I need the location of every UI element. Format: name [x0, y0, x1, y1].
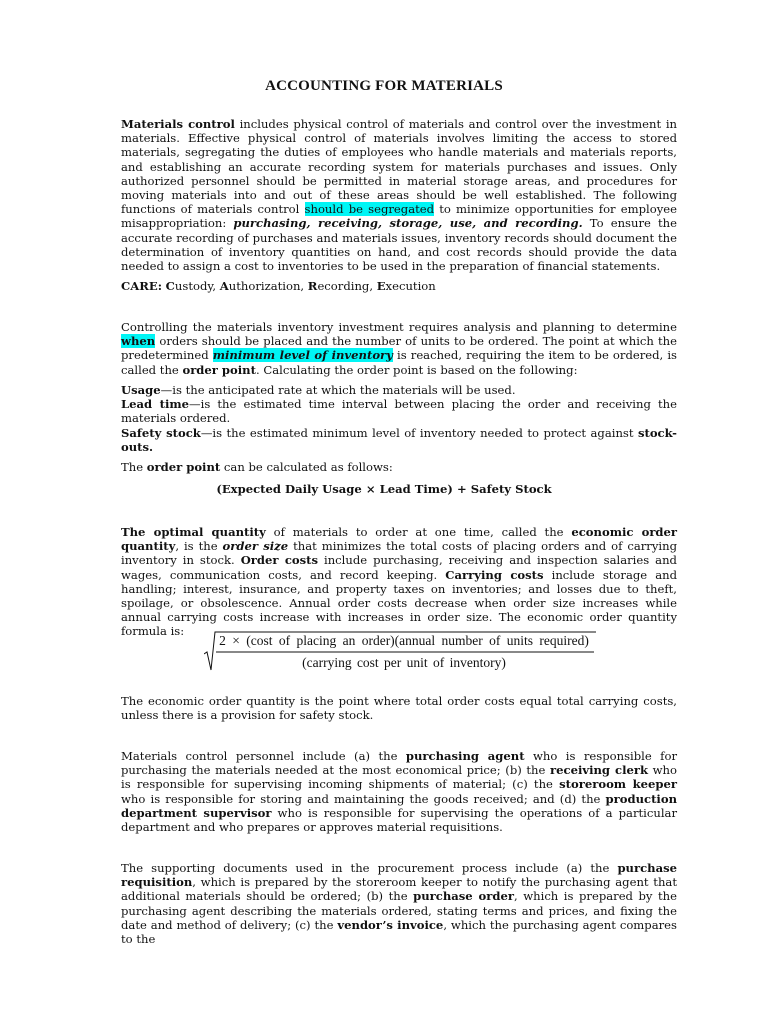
- eoq-numerator: 2 × (cost of placing an order)(annual number of units required): [219, 633, 589, 648]
- paragraph-eoq-point: The economic order quantity is the point where total order costs equal total carrying costs, unless there is a provision for safety stock.: [121, 694, 677, 723]
- highlight-should-be-segregated: should be segregated: [304, 202, 435, 217]
- highlight-when: when: [121, 334, 156, 349]
- order-point-intro: The order point can be calculated as follows:: [121, 460, 393, 474]
- functions-list: purchasing, receiving, storage, use, and recording.: [233, 216, 583, 231]
- paragraph-supporting-documents: The supporting documents used in the procurement process include (a) the purchase requisition, which is prepared by the storeroom keeper to notify the purchasing agent that additional materials should be ordered; (b) the purchase order, which is prepared by the purchasing agent describing the materials ordered, stating terms and prices, and fixing the date and method of delivery; (c) the vendor’s invoice, which the purchasing agent compares to the: [121, 861, 677, 947]
- highlight-minimum-level: minimum level of inventory: [212, 348, 393, 363]
- definitions-list: [121, 383, 677, 454]
- care-line: CARE: Custody, Authorization, Recording, Execution: [121, 279, 436, 293]
- paragraph-order-point: Controlling the materials inventory investment requires analysis and planning to determine when orders should be placed and the number of units to be ordered. The point at which the predetermined minimum level of inventory is reached, requiring the item to be ordered, is called the order point. Calculating the order point is based on the following:: [121, 320, 678, 377]
- document-title: ACCOUNTING FOR MATERIALS: [265, 78, 503, 94]
- term-materials-control: Materials control: [121, 117, 235, 131]
- definition-usage: Usage—is the anticipated rate at which the materials will be used.: [121, 383, 516, 397]
- eoq-denominator: (carrying cost per unit of inventory): [302, 655, 506, 670]
- paragraph-materials-control: Materials control includes physical control of materials and control over the investment in materials. Effective physical control of materials involves limiting the access to stored materials, segregating the duties of employees who handle materials and materials reports, and establishing an accurate recording system for materials purchases and issues. Only authorized personnel should be permitted in material storage areas, and procedures for moving materials into and out of these areas should be well established. The following functions of materials control should be segregated to minimize opportunities for employee misappropriation: purchasing, receiving, storage, use, and recording. To ensure the accurate recording of purchases and materials issues, inventory records should document the determination of inventory quantities on hand, and cost records should provide the data needed to assign a cost to inventories to be used in the preparation of financial statements.: [121, 117, 678, 274]
- paragraph-economic-order-quantity: The optimal quantity of materials to order at one time, called the economic order quantity, is the order size that minimizes the total costs of placing orders and of carrying inventory in stock. Order costs include purchasing, receiving and inspection salaries and wages, communication costs, and record keeping. Carrying costs include storage and handling; interest, insurance, and property taxes on inventories; and losses due to theft, spoilage, or obsolescence. Annual order costs decrease when order size increases while annual carrying costs increase with increases in order size. The economic order quantity formula is:: [121, 525, 678, 639]
- eoq-formula: [204, 630, 596, 672]
- term-order-point: order point: [182, 362, 256, 377]
- paragraph-control-personnel: Materials control personnel include (a) the purchasing agent who is responsible for purchasing the materials needed at the most economical price; (b) the receiving clerk who is responsible for supervising incoming shipments of material; (c) the storeroom keeper who is responsible for storing and maintaining the goods received; and (d) the production department supervisor who is responsible for supervising the operations of a particular department and who prepares or approves material requisitions.: [121, 749, 677, 835]
- definition-safety-stock: Safety stock—is the estimated minimum level of inventory needed to protect against stock-outs.: [121, 425, 677, 454]
- order-point-formula: (Expected Daily Usage × Lead Time) + Safety Stock: [216, 482, 552, 496]
- definition-lead-time: Lead time—is the estimated time interval between placing the order and receiving the materials ordered.: [121, 397, 677, 426]
